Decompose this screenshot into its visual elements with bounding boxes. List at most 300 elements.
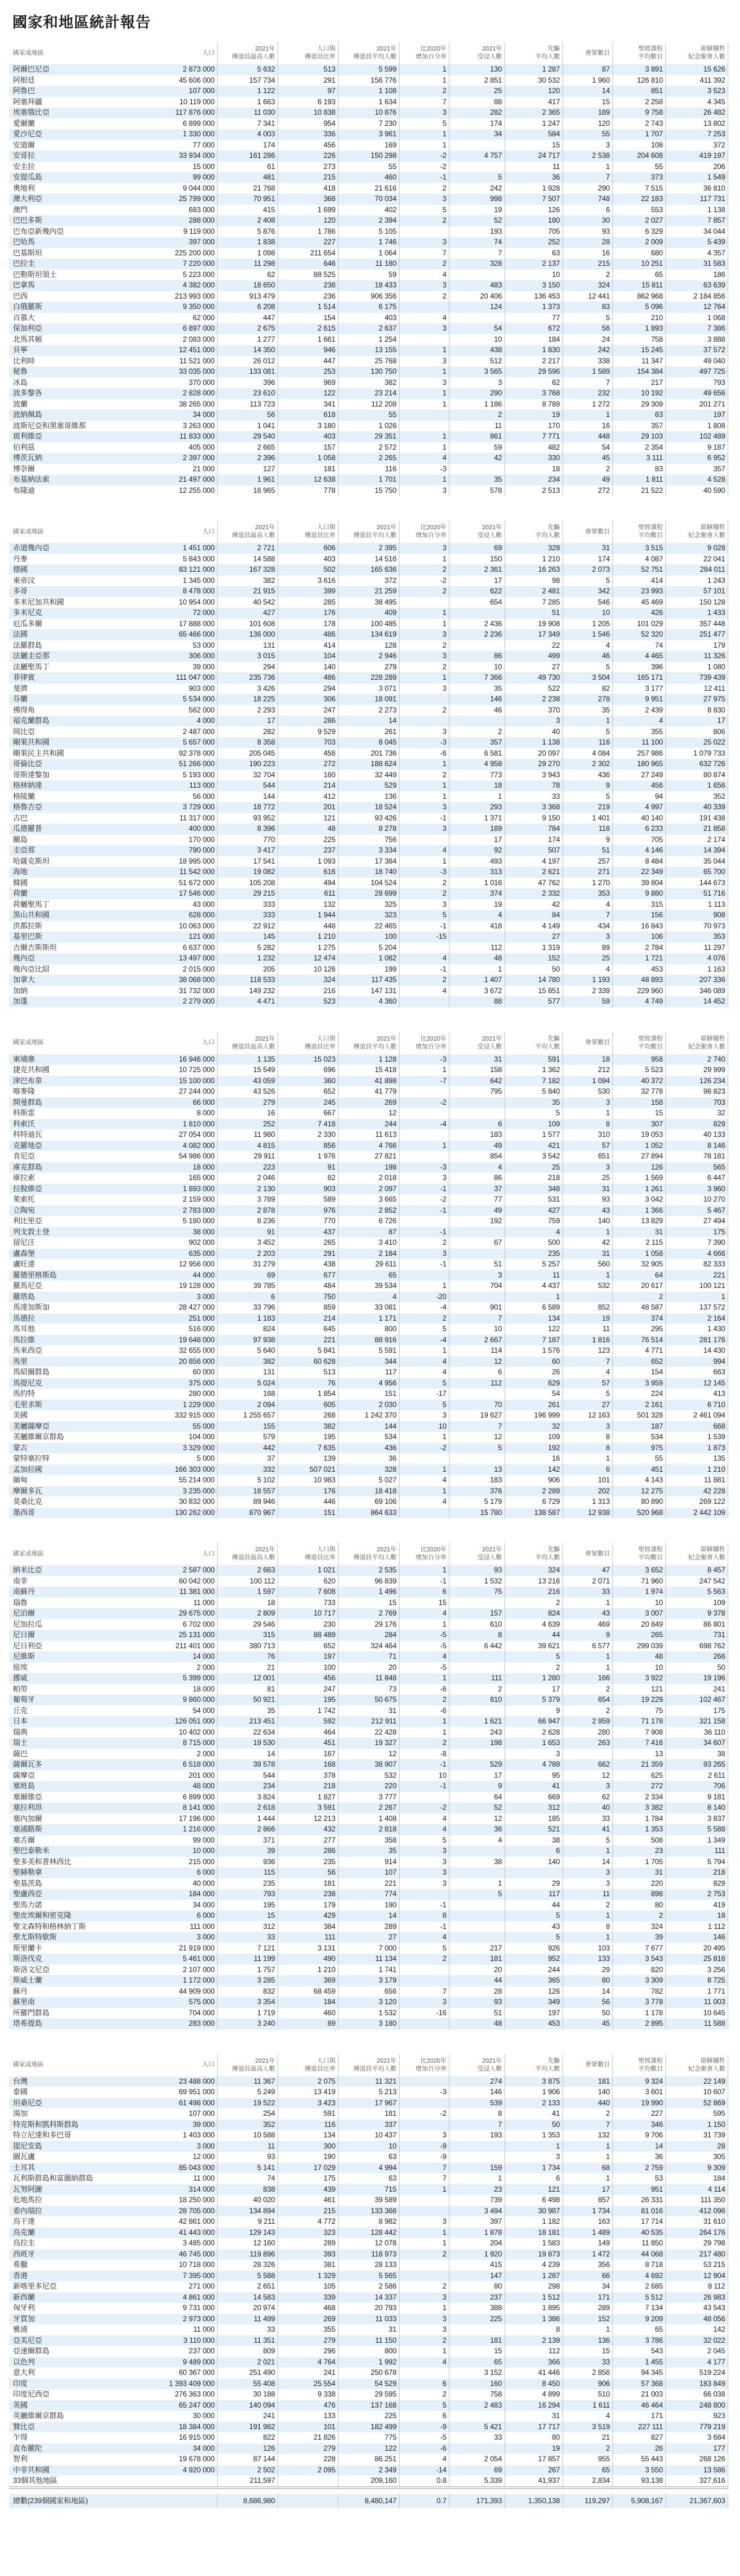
cell-ratio: 1 329 — [278, 2271, 339, 2282]
cell-congregations: 1 270 — [563, 878, 613, 889]
cell-percent-increase: 3 — [400, 2216, 450, 2227]
cell-percent-increase — [400, 2120, 450, 2131]
cell-percent-increase: 2 — [400, 1313, 450, 1324]
header-line-2: 國家或地區 — [13, 1550, 44, 1558]
cell-country: 塞內加爾 — [13, 1814, 43, 1823]
cell-country: 西班牙 — [13, 2249, 35, 2258]
cell-country: 意大利 — [13, 2368, 35, 2377]
header-line-1: 耶穌犧牲 — [701, 1546, 725, 1553]
column-header-congregations — [563, 521, 613, 543]
cell-percent-increase: -1 — [400, 1259, 450, 1270]
cell-population: 23 488 000 — [133, 2076, 218, 2087]
header-line-2: 會眾數目 — [585, 1550, 610, 1558]
cell-average-publishers: 14 — [339, 1910, 400, 1922]
cell-population: 8 478 000 — [133, 586, 218, 597]
cell-percent-increase: 1 — [400, 672, 450, 683]
cell-congregations: 1 734 — [563, 2206, 613, 2217]
cell-bible-studies: 456 — [613, 780, 666, 791]
cell-pioneers: 50 — [505, 2120, 563, 2131]
cell-average-publishers: 18 740 — [339, 867, 400, 878]
cell-bible-studies: 652 — [613, 1356, 666, 1368]
header-line-1: 比2020年 — [420, 1546, 446, 1553]
header-line-2: 紀念聚會人數 — [688, 2065, 725, 2073]
cell-percent-increase: 3 — [400, 899, 450, 910]
table-row — [9, 2465, 728, 2476]
cell-ratio: 120 — [278, 215, 339, 226]
cell-peak-publishers: 544 — [218, 780, 278, 791]
cell-peak-publishers: 145 — [218, 931, 278, 943]
cell-bible-studies: 5 512 — [613, 2292, 666, 2303]
cell-average-publishers: 914 — [339, 1857, 400, 1868]
cell-ratio: 21 826 — [278, 2432, 339, 2443]
cell-country: 科特迪瓦 — [13, 1130, 43, 1139]
table-row — [9, 2130, 728, 2141]
cell-country: 赤道幾內亞 — [13, 543, 50, 552]
cell-population: 18 995 000 — [133, 856, 218, 867]
header-line-1: 聖經課程 — [638, 524, 663, 531]
cell-peak-publishers: 913 479 — [218, 291, 278, 302]
cell-ratio: 3 423 — [278, 2098, 339, 2109]
cell-baptized: 52 — [450, 1802, 505, 1814]
cell-percent-increase: 1 — [400, 2184, 450, 2195]
cell-country: 馬達加斯加 — [13, 1303, 50, 1311]
table-row — [9, 543, 728, 554]
cell-memorial-attendance: 779 219 — [666, 2422, 728, 2433]
cell-average-publishers: 122 — [339, 2443, 400, 2454]
cell-average-publishers: 28 133 — [339, 2260, 400, 2271]
total-bible-studies: 5,908,167 — [613, 2494, 666, 2508]
cell-congregations: 1 816 — [563, 1335, 613, 1346]
cell-percent-increase: -1 — [400, 1900, 450, 1911]
cell-pioneers: 35 — [505, 1097, 563, 1108]
table-row — [9, 194, 728, 205]
cell-population: 28 705 000 — [133, 2206, 218, 2217]
table-row — [9, 1421, 728, 1432]
cell-country: 香港 — [13, 2271, 28, 2280]
header-line-2: 傳道員平均人數 — [353, 2065, 397, 2073]
cell-peak-publishers: 161 286 — [218, 151, 278, 162]
table-row — [9, 97, 728, 108]
cell-ratio: 1 827 — [278, 1792, 339, 1803]
cell-congregations: 31 — [563, 1184, 613, 1195]
table-row — [9, 576, 728, 587]
cell-country: 塞爾維亞 — [13, 1792, 43, 1801]
cell-memorial-attendance: 7 253 — [666, 129, 728, 140]
cell-bible-studies: 625 — [613, 1770, 666, 1781]
cell-country: 美屬維爾京群島 — [13, 1432, 64, 1441]
cell-average-publishers: 18 524 — [339, 802, 400, 813]
cell-memorial-attendance: 12 145 — [666, 1378, 728, 1389]
cell-population: 107 000 — [133, 2108, 218, 2120]
cell-population: 10 725 000 — [133, 1065, 218, 1076]
cell-average-publishers: 29 595 — [339, 2389, 400, 2400]
column-header-population — [133, 1543, 218, 1565]
cell-percent-increase: 1 — [400, 759, 450, 770]
cell-congregations: 83 — [563, 302, 613, 313]
cell-percent-increase: 4 — [400, 313, 450, 324]
cell-memorial-attendance: 28 — [666, 2141, 728, 2152]
cell-percent-increase: -16 — [400, 2008, 450, 2019]
header-line-2: 增加百分率 — [416, 1554, 446, 1561]
cell-percent-increase: 1 — [400, 1432, 450, 1443]
cell-average-publishers: 21 616 — [339, 183, 400, 194]
cell-percent-increase: 6 — [400, 2379, 450, 2390]
cell-population: 166 303 000 — [133, 1464, 218, 1476]
cell-bible-studies: 396 — [613, 662, 666, 673]
cell-congregations: 1 193 — [563, 975, 613, 986]
table-row — [9, 270, 728, 281]
cell-pioneers: 15 — [505, 140, 563, 151]
column-header-baptized — [450, 2054, 505, 2076]
cell-peak-publishers: 131 — [218, 640, 278, 651]
cell-percent-increase: 2 — [400, 1237, 450, 1249]
cell-pioneers: 19 908 — [505, 619, 563, 630]
cell-average-publishers: 12 — [339, 1108, 400, 1119]
cell-peak-publishers: 167 328 — [218, 564, 278, 576]
header-line-1: 聖經課程 — [638, 46, 663, 52]
cell-baptized: 181 — [450, 2335, 505, 2347]
cell-memorial-attendance: 8 830 — [666, 705, 728, 716]
cell-bible-studies: 299 039 — [613, 1641, 666, 1652]
table-row — [9, 2324, 728, 2335]
table-row — [9, 737, 728, 748]
cell-ratio: 1 514 — [278, 302, 339, 313]
cell-pioneers: 19 — [505, 2443, 563, 2454]
cell-percent-increase: 3 — [400, 1249, 450, 1260]
cell-bible-studies: 453 — [613, 964, 666, 975]
cell-population: 5 461 000 — [133, 1954, 218, 1965]
cell-population: 65 466 000 — [133, 629, 218, 640]
cell-peak-publishers: 241 — [218, 2411, 278, 2422]
cell-peak-publishers: 140 094 — [218, 2400, 278, 2411]
cell-bible-studies: 4 749 — [613, 996, 666, 1007]
cell-average-publishers: 2 267 — [339, 1802, 400, 1814]
cell-pioneers: 1 319 — [505, 943, 563, 954]
cell-baptized: 36 — [450, 1824, 505, 1835]
table-row — [9, 258, 728, 270]
cell-percent-increase: 3 — [400, 107, 450, 118]
table-row — [9, 1227, 728, 1238]
cell-baptized: 1 — [450, 1878, 505, 1889]
cell-percent-increase: 3 — [400, 629, 450, 640]
cell-pioneers: 44 — [505, 1900, 563, 1911]
cell-average-publishers: 19 327 — [339, 1738, 400, 1749]
cell-country: 塞舌爾 — [13, 1835, 35, 1844]
cell-pioneers: 5 — [505, 1910, 563, 1922]
cell-country: 33個其他地區 — [13, 2476, 57, 2485]
cell-baptized: 12 — [450, 1356, 505, 1368]
cell-average-publishers: 1 171 — [339, 1313, 400, 1324]
cell-population: 56 000 — [133, 791, 218, 803]
cell-peak-publishers: 11 199 — [218, 1954, 278, 1965]
cell-peak-publishers: 100 112 — [218, 1576, 278, 1587]
cell-congregations: 9 — [563, 835, 613, 846]
cell-peak-publishers: 5 632 — [218, 64, 278, 75]
cell-pioneers: 33 — [505, 791, 563, 803]
cell-congregations: 43 — [563, 1608, 613, 1619]
cell-bible-studies: 13 829 — [613, 1216, 666, 1227]
cell-country: 剛果民主共和國 — [13, 748, 64, 758]
cell-ratio: 247 — [278, 705, 339, 716]
cell-population: 16 946 000 — [133, 1054, 218, 1065]
cell-baptized: 35 — [450, 474, 505, 485]
cell-peak-publishers: 4 003 — [218, 129, 278, 140]
cell-country: 聖巴泰勒米 — [13, 1846, 50, 1855]
cell-population: 29 675 000 — [133, 1608, 218, 1619]
table-row — [9, 2422, 728, 2433]
cell-pioneers: 216 — [505, 1587, 563, 1598]
cell-population — [133, 2475, 218, 2487]
cell-bible-studies: 2 334 — [613, 1792, 666, 1803]
header-line-2: 傳道員最高人數 — [232, 1554, 275, 1561]
cell-ratio: 399 — [278, 586, 339, 597]
cell-memorial-attendance: 179 — [666, 640, 728, 651]
cell-population: 15 000 — [133, 162, 218, 173]
cell-congregations: 89 — [563, 943, 613, 954]
cell-memorial-attendance: 82 333 — [666, 1259, 728, 1270]
header-line-1: 先驅 — [548, 524, 560, 531]
cell-average-publishers: 11 134 — [339, 1954, 400, 1965]
cell-percent-increase: 2 — [400, 975, 450, 986]
cell-percent-increase: 1 — [400, 1727, 450, 1738]
cell-baptized: 773 — [450, 770, 505, 781]
table-row — [9, 2335, 728, 2347]
cell-peak-publishers: 14 — [218, 1749, 278, 1760]
cell-percent-increase: 3 — [400, 356, 450, 367]
cell-bible-studies: 26 — [613, 2443, 666, 2454]
table-row — [9, 410, 728, 421]
cell-congregations: 448 — [563, 431, 613, 442]
table-row — [9, 1345, 728, 1356]
cell-population: 2 873 000 — [133, 64, 218, 75]
cell-ratio: 645 — [278, 1324, 339, 1335]
cell-average-publishers: 756 — [339, 835, 400, 846]
cell-congregations: 2 — [563, 1706, 613, 1717]
cell-average-publishers: 10 437 — [339, 2130, 400, 2141]
header-line-1: 2021年 — [255, 1546, 275, 1553]
cell-ratio: 97 — [278, 86, 339, 97]
table-row — [9, 1475, 728, 1486]
cell-country: 捷克共和國 — [13, 1065, 50, 1074]
cell-congregations: 46 — [563, 651, 613, 662]
table-row — [9, 453, 728, 464]
cell-congregations: 4 — [563, 2411, 613, 2422]
cell-ratio: 393 — [278, 2249, 339, 2260]
cell-baptized: 183 — [450, 1475, 505, 1486]
cell-average-publishers: 4 956 — [339, 1378, 400, 1389]
cell-percent-increase: 2 — [400, 1695, 450, 1706]
cell-congregations: 8 — [563, 1922, 613, 1933]
cell-peak-publishers: 544 — [218, 1770, 278, 1781]
cell-ratio: 247 — [278, 1684, 339, 1695]
cell-average-publishers: 136 — [339, 791, 400, 803]
cell-memorial-attendance: 241 — [666, 1684, 728, 1695]
cell-population: 790 000 — [133, 845, 218, 856]
cell-memorial-attendance: 829 — [666, 1119, 728, 1130]
cell-population: 2 783 000 — [133, 1205, 218, 1216]
cell-peak-publishers: 155 — [218, 1421, 278, 1432]
cell-pioneers: 1 287 — [505, 2271, 563, 2282]
cell-average-publishers: 402 — [339, 205, 400, 216]
cell-memorial-attendance: 14 394 — [666, 845, 728, 856]
cell-congregations: 1 472 — [563, 2249, 613, 2260]
cell-percent-increase: 2 — [400, 705, 450, 716]
cell-country: 厄瓜多爾 — [13, 619, 43, 628]
table-row — [9, 1270, 728, 1281]
cell-population: 99 000 — [133, 172, 218, 183]
cell-country: 巴勒斯坦領土 — [13, 270, 57, 279]
cell-pioneers: 349 — [505, 1997, 563, 2008]
cell-bible-studies: 12 275 — [613, 1486, 666, 1497]
cell-congregations: 1 — [563, 1651, 613, 1662]
cell-pioneers: 180 — [505, 215, 563, 226]
cell-country: 提尼安島 — [13, 2141, 43, 2150]
cell-congregations: 17 — [563, 2184, 613, 2195]
cell-average-publishers: 529 — [339, 780, 400, 791]
cell-population: 13 497 000 — [133, 953, 218, 964]
cell-bible-studies: 29 103 — [613, 431, 666, 442]
cell-population: 99 000 — [133, 1835, 218, 1846]
cell-peak-publishers: 1 757 — [218, 1965, 278, 1976]
cell-baptized: 112 — [450, 1378, 505, 1389]
cell-memorial-attendance: 269 122 — [666, 1496, 728, 1508]
table-row — [9, 662, 728, 673]
cell-baptized: 1 — [450, 791, 505, 803]
cell-country: 塞拉利昂 — [13, 1803, 43, 1812]
cell-country: 羅塔島 — [13, 1292, 35, 1301]
table-row — [9, 748, 728, 759]
cell-baptized: 6 442 — [450, 1641, 505, 1652]
cell-memorial-attendance: 266 — [666, 1651, 728, 1662]
table-row — [9, 1065, 728, 1076]
cell-country: 希臘 — [13, 2260, 28, 2269]
table-header — [9, 2054, 728, 2076]
cell-congregations: 68 — [563, 2163, 613, 2174]
cell-country: 菲律賓 — [13, 673, 35, 682]
cell-average-publishers: 656 — [339, 1986, 400, 1997]
column-header-bible-studies — [613, 1032, 666, 1054]
cell-congregations: 310 — [563, 1129, 613, 1141]
cell-memorial-attendance: 1 549 — [666, 172, 728, 183]
cell-population: 9 860 000 — [133, 1695, 218, 1706]
cell-percent-increase: 5 — [400, 1324, 450, 1335]
cell-country: 加蓬 — [13, 997, 28, 1005]
cell-baptized: 8 — [450, 1630, 505, 1641]
cell-percent-increase — [400, 716, 450, 727]
cell-bible-studies: 4 997 — [613, 802, 666, 813]
cell-baptized — [450, 2324, 505, 2335]
cell-memorial-attendance: 12 764 — [666, 302, 728, 313]
cell-percent-increase: 1 — [400, 2303, 450, 2314]
cell-baptized: 512 — [450, 356, 505, 367]
cell-pioneers: 669 — [505, 1792, 563, 1803]
total-population — [133, 2494, 218, 2508]
cell-memorial-attendance: 731 — [666, 1630, 728, 1641]
cell-peak-publishers: 3 240 — [218, 2018, 278, 2029]
cell-percent-increase: -6 — [400, 1706, 450, 1717]
cell-congregations: 10 — [563, 608, 613, 619]
table-row — [9, 1889, 728, 1900]
cell-pioneers: 1 210 — [505, 554, 563, 565]
cell-baptized: 6 — [450, 1119, 505, 1130]
cell-memorial-attendance: 829 — [666, 1878, 728, 1889]
cell-population: 683 000 — [133, 205, 218, 216]
cell-percent-increase: 1 — [400, 64, 450, 75]
cell-percent-increase: 4 — [400, 986, 450, 997]
cell-baptized: 11 — [450, 421, 505, 432]
cell-memorial-attendance: 565 — [666, 1162, 728, 1173]
cell-baptized: 6 581 — [450, 748, 505, 759]
cell-ratio: 10 717 — [278, 1608, 339, 1619]
cell-pioneers: 3 — [505, 1749, 563, 1760]
cell-congregations: 1 — [563, 1270, 613, 1281]
cell-bible-studies: 4 771 — [613, 1345, 666, 1356]
cell-baptized: 654 — [450, 597, 505, 608]
header-line-2: 受浸人數 — [477, 54, 502, 60]
cell-percent-increase: 4 — [400, 1608, 450, 1619]
cell-country: 哈薩克斯坦 — [13, 856, 50, 865]
cell-congregations: 31 — [563, 543, 613, 554]
cell-average-publishers: 328 — [339, 1464, 400, 1476]
cell-bible-studies: 6 233 — [613, 824, 666, 835]
cell-population: 2 000 — [133, 1749, 218, 1760]
cell-average-publishers: 31 — [339, 2324, 400, 2335]
cell-population: 2 397 000 — [133, 453, 218, 464]
cell-average-publishers: 344 — [339, 1356, 400, 1368]
cell-country: 海地 — [13, 867, 28, 876]
cell-peak-publishers: 19 522 — [218, 2098, 278, 2109]
header-line-2: 人口 — [202, 1550, 215, 1558]
cell-average-publishers: 1 992 — [339, 2357, 400, 2368]
cell-bible-studies: 4 — [613, 716, 666, 727]
cell-congregations: 215 — [563, 258, 613, 270]
cell-bible-studies: 2 — [613, 1292, 666, 1303]
cell-baptized — [450, 1846, 505, 1857]
cell-bible-studies: 414 — [613, 576, 666, 587]
cell-percent-increase: 8 — [400, 1910, 450, 1922]
cell-percent-increase: 1 — [400, 2346, 450, 2357]
cell-pioneers: 952 — [505, 1954, 563, 1965]
cell-peak-publishers: 18 772 — [218, 802, 278, 813]
cell-country: 喀麥隆 — [13, 1087, 35, 1096]
cell-ratio: 3 591 — [278, 1802, 339, 1814]
cell-peak-publishers: 254 — [218, 2108, 278, 2120]
cell-memorial-attendance: 1 113 — [666, 899, 728, 910]
cell-baptized: 1 186 — [450, 399, 505, 410]
cell-pioneers: 4 789 — [505, 1759, 563, 1770]
cell-percent-increase: -1 — [400, 921, 450, 932]
cell-bible-studies: 171 — [613, 2411, 666, 2422]
cell-ratio: 339 — [278, 2292, 339, 2303]
header-line-2: 平均數目 — [638, 1554, 663, 1561]
cell-population: 3 110 000 — [133, 2335, 218, 2347]
cell-bible-studies: 820 — [613, 1965, 666, 1976]
cell-pioneers: 62 — [505, 378, 563, 389]
cell-peak-publishers: 29 546 — [218, 1619, 278, 1630]
cell-ratio — [278, 2475, 339, 2487]
cell-bible-studies: 121 — [613, 1684, 666, 1695]
cell-ratio: 494 — [278, 878, 339, 889]
cell-percent-increase — [400, 694, 450, 705]
table-row — [9, 1108, 728, 1119]
cell-population: 45 606 000 — [133, 75, 218, 86]
cell-average-publishers: 88 916 — [339, 1335, 400, 1346]
cell-ratio: 513 — [278, 64, 339, 75]
cell-country: 圭亞那 — [13, 846, 35, 854]
cell-country: 庫拉索 — [13, 1173, 35, 1182]
cell-baptized — [450, 2152, 505, 2163]
cell-baptized — [450, 1249, 505, 1260]
